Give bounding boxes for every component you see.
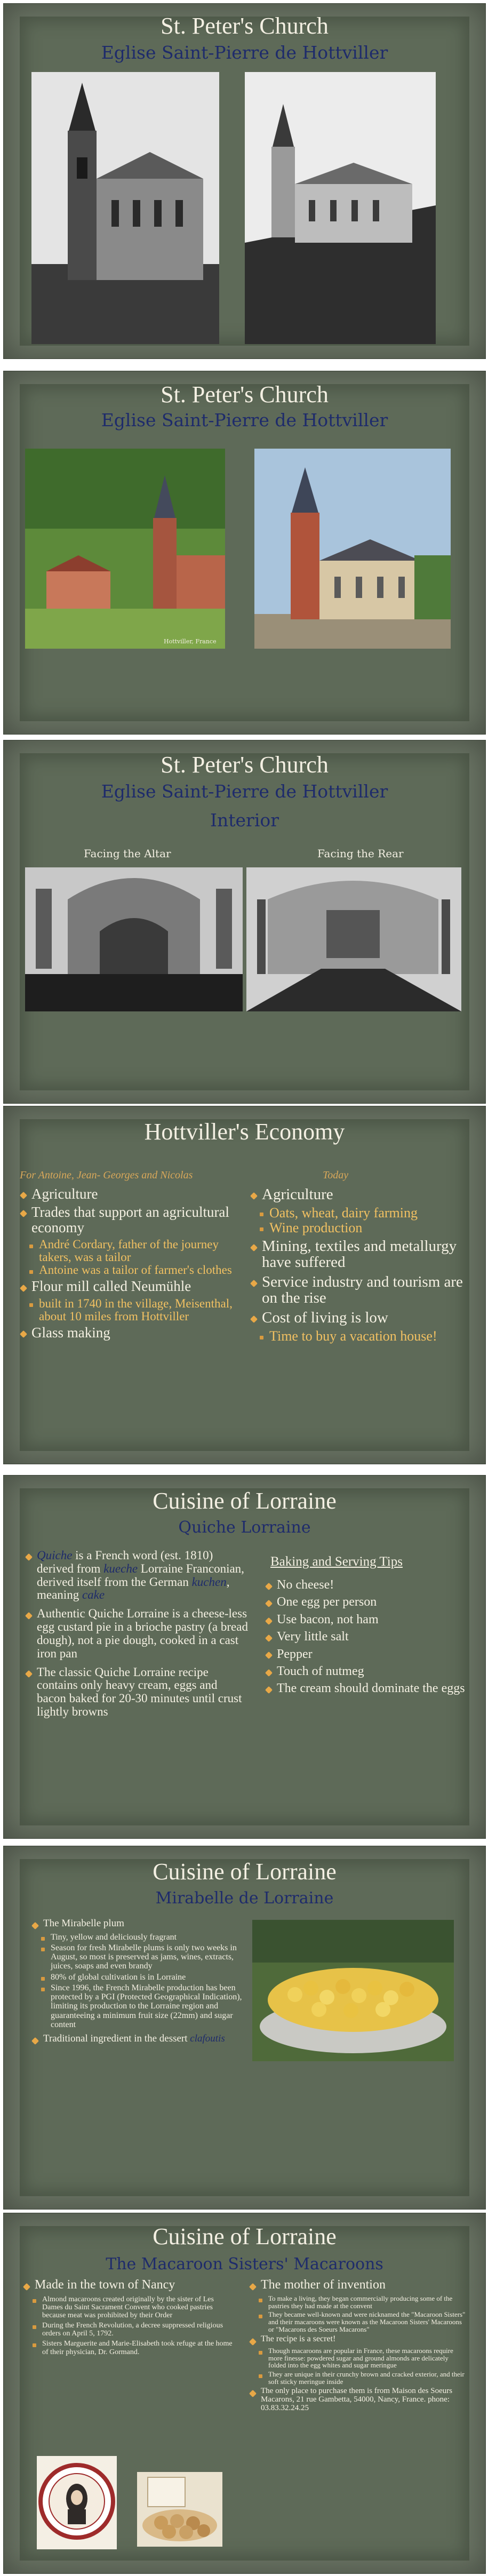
right-column-heading: Today xyxy=(323,1169,349,1181)
slide-7-title: Cuisine of Lorraine xyxy=(153,2223,337,2250)
church-photo-color-tower xyxy=(254,449,451,649)
macaroon-left-column xyxy=(23,2278,236,2356)
left-column-bullets xyxy=(20,1186,238,1343)
mirabelle-text xyxy=(31,1918,245,2048)
tip-item: One egg per person xyxy=(265,1595,468,1609)
word-cake: cake xyxy=(82,1588,105,1602)
tip-item: Pepper xyxy=(265,1647,468,1661)
slide-7 xyxy=(3,2213,486,2574)
church-photo-bw-1 xyxy=(31,72,219,344)
bullet-mirabelle-plum: The Mirabelle plum xyxy=(31,1918,245,1929)
bullet-authentic-quiche: Authentic Quiche Lorraine is a cheese-less egg custard pie in a brioche pastry (a bread dough), not a pie dough, cooked in a cast iron pan xyxy=(25,1607,249,1660)
sub-bullet-cordary: André Cordary, father of the journey takers, was a tailor xyxy=(20,1238,238,1264)
tip-item: The cream should dominate the eggs xyxy=(265,1681,468,1695)
tips-list xyxy=(265,1578,468,1699)
bullet-glass-making: Glass making xyxy=(20,1325,238,1340)
word-clafoutis: clafoutis xyxy=(190,2033,225,2045)
etymology-part-2: Lorraine Franconian, derived itself from the German xyxy=(37,1561,244,1589)
right-column-bullets xyxy=(250,1186,463,1344)
bullet-cost-of-living: Cost of living is low xyxy=(250,1310,463,1326)
slide-2-title: St. Peter's Church xyxy=(161,381,329,408)
mirabelle-plums-photo xyxy=(252,1920,454,2061)
etymology-part-3: , meaning xyxy=(37,1575,230,1602)
bullet-agriculture: Agriculture xyxy=(20,1186,238,1201)
slide-5-subtitle: Quiche Lorraine xyxy=(178,1518,311,1537)
word-quiche: Quiche xyxy=(37,1549,73,1562)
bullet-made-in-nancy: Made in the town of Nancy xyxy=(23,2278,236,2292)
photo-caption: Hottviller, France xyxy=(164,638,217,645)
sub-bullet-unique: They are unique in their crunchy brown and cracked exterior, and their soft sticky meringue inside xyxy=(249,2371,468,2385)
sub-bullet-vacation-house: Time to buy a vacation house! xyxy=(250,1329,463,1343)
tip-item: Use bacon, not ham xyxy=(265,1613,468,1626)
sub-bullet-antoine: Antoine was a tailor of farmer's clothes xyxy=(20,1264,238,1277)
sub-bullet-commercial: To make a living, they began commercially producing some of the pastries they had made at the convent xyxy=(249,2295,468,2309)
caption-facing-altar: Facing the Altar xyxy=(84,847,171,860)
sub-bullet-oats: Oats, wheat, dairy farming xyxy=(250,1206,463,1220)
slide-3-subtitle: Eglise Saint-Pierre de Hottviller xyxy=(101,781,388,802)
sub-bullet-refuge: Sisters Marguerite and Marie-Elisabeth took refuge at the home of their physician, Dr. Gormand. xyxy=(23,2340,236,2356)
quiche-paragraphs xyxy=(25,1549,249,1722)
sub-bullet-wine: Wine production xyxy=(250,1221,463,1235)
sub-bullet-tiny: Tiny, yellow and deliciously fragrant xyxy=(31,1933,245,1942)
tips-heading: Baking and Serving Tips xyxy=(270,1554,403,1569)
sub-bullet-nickname: They became well-known and were nicknamed the "Macaroon Sisters" and their macaroons were known as the Macaroon Sisters' Macaroons or "Macarons des Soeurs Macarons" xyxy=(249,2311,468,2333)
clafoutis-text: Traditional ingredient in the dessert xyxy=(43,2033,190,2045)
word-kueche: kueche xyxy=(103,1561,138,1575)
slide-2-subtitle: Eglise Saint-Pierre de Hottviller xyxy=(101,410,388,430)
slide-5-title: Cuisine of Lorraine xyxy=(153,1488,337,1514)
slide-6 xyxy=(3,1846,486,2210)
slide-3-heading: Interior xyxy=(210,810,279,831)
slide-1-subtitle: Eglise Saint-Pierre de Hottviller xyxy=(101,42,388,63)
sub-bullet-season: Season for fresh Mirabelle plums is only two weeks in August, so most is preserved as jams, wines, extracts, juices, soaps and even brandy xyxy=(31,1943,245,1971)
sub-bullet-cultivation: 80% of global cultivation is in Lorraine xyxy=(31,1973,245,1982)
interior-photo-rear xyxy=(246,867,461,1011)
slide-6-subtitle: Mirabelle de Lorraine xyxy=(155,1889,334,1908)
bullet-purchase-location: The only place to purchase them is from Maison des Soeurs Macarons, 21 rue Gambetta, 54000, Nancy, France. phone: 03.83.32.24.25 xyxy=(249,2387,468,2412)
bullet-today-agriculture: Agriculture xyxy=(250,1186,463,1202)
slide-3-title: St. Peter's Church xyxy=(161,752,329,778)
church-photo-color-village xyxy=(25,449,225,649)
slide-1 xyxy=(3,3,486,359)
bullet-trades: Trades that support an agricultural economy xyxy=(20,1205,238,1235)
slide-3 xyxy=(3,740,486,1104)
bullet-clafoutis xyxy=(31,2033,245,2045)
macaroons-box-photo xyxy=(137,2472,222,2547)
bullet-service: Service industry and tourism are on the rise xyxy=(250,1274,463,1306)
bullet-secret-recipe: The recipe is a secret! xyxy=(249,2335,468,2344)
left-column-heading: For Antoine, Jean- Georges and Nicolas xyxy=(20,1169,193,1181)
slide-1-title: St. Peter's Church xyxy=(161,13,329,39)
church-photo-bw-2 xyxy=(245,72,436,344)
tip-item: Very little salt xyxy=(265,1630,468,1644)
tip-item: Touch of nutmeg xyxy=(265,1664,468,1678)
tip-item: No cheese! xyxy=(265,1578,468,1592)
maison-seal-logo xyxy=(37,2456,117,2549)
interior-photo-altar xyxy=(25,867,243,1011)
sub-bullet-pgi: Since 1996, the French Mirabelle production has been protected by a PGI (Protected Geographical Indication), limiting its production to the Lorraine region and guaranteeing a minimum fruit size (22mm) and sugar content xyxy=(31,1983,245,2029)
caption-facing-rear: Facing the Rear xyxy=(317,847,404,860)
sub-bullet-convent: Almond macaroons created originally by the sister of Les Dames du Saint Sacrament Convent who cooked pastries because meat was prohibited by their Order xyxy=(23,2295,236,2319)
bullet-quiche-etymology xyxy=(25,1549,249,1602)
slide-7-subtitle: The Macaroon Sisters' Macaroons xyxy=(106,2255,383,2274)
etymology-part-1: is a French word (est. 1810) derived from xyxy=(37,1549,213,1575)
sub-bullet-meisenthal: built in 1740 in the village, Meisenthal, about 10 miles from Hottviller xyxy=(20,1297,238,1323)
bullet-mining: Mining, textiles and metallurgy have suffered xyxy=(250,1238,463,1271)
slide-2 xyxy=(3,371,486,735)
slide-4 xyxy=(3,1106,486,1464)
slide-5 xyxy=(3,1475,486,1839)
sub-bullet-revolution: During the French Revolution, a decree suppressed religious orders on April 5, 1792. xyxy=(23,2322,236,2338)
sub-bullet-finesse: Though macaroons are popular in France, these macaroons require more finesse: powdered sugar and ground almonds are delicately folded into the egg whites and sugar meringue xyxy=(249,2347,468,2369)
word-kuchen: kuchen xyxy=(191,1575,227,1589)
bullet-flour-mill: Flour mill called Neumühle xyxy=(20,1279,238,1294)
macaroon-right-column xyxy=(249,2278,468,2416)
bullet-mother-of-invention: The mother of invention xyxy=(249,2278,468,2292)
slide-4-title: Hottviller's Economy xyxy=(144,1119,345,1145)
slide-6-title: Cuisine of Lorraine xyxy=(153,1859,337,1885)
bullet-classic-recipe: The classic Quiche Lorraine recipe contains only heavy cream, eggs and bacon baked for 20-30 minutes until crust lightly browns xyxy=(25,1666,249,1719)
